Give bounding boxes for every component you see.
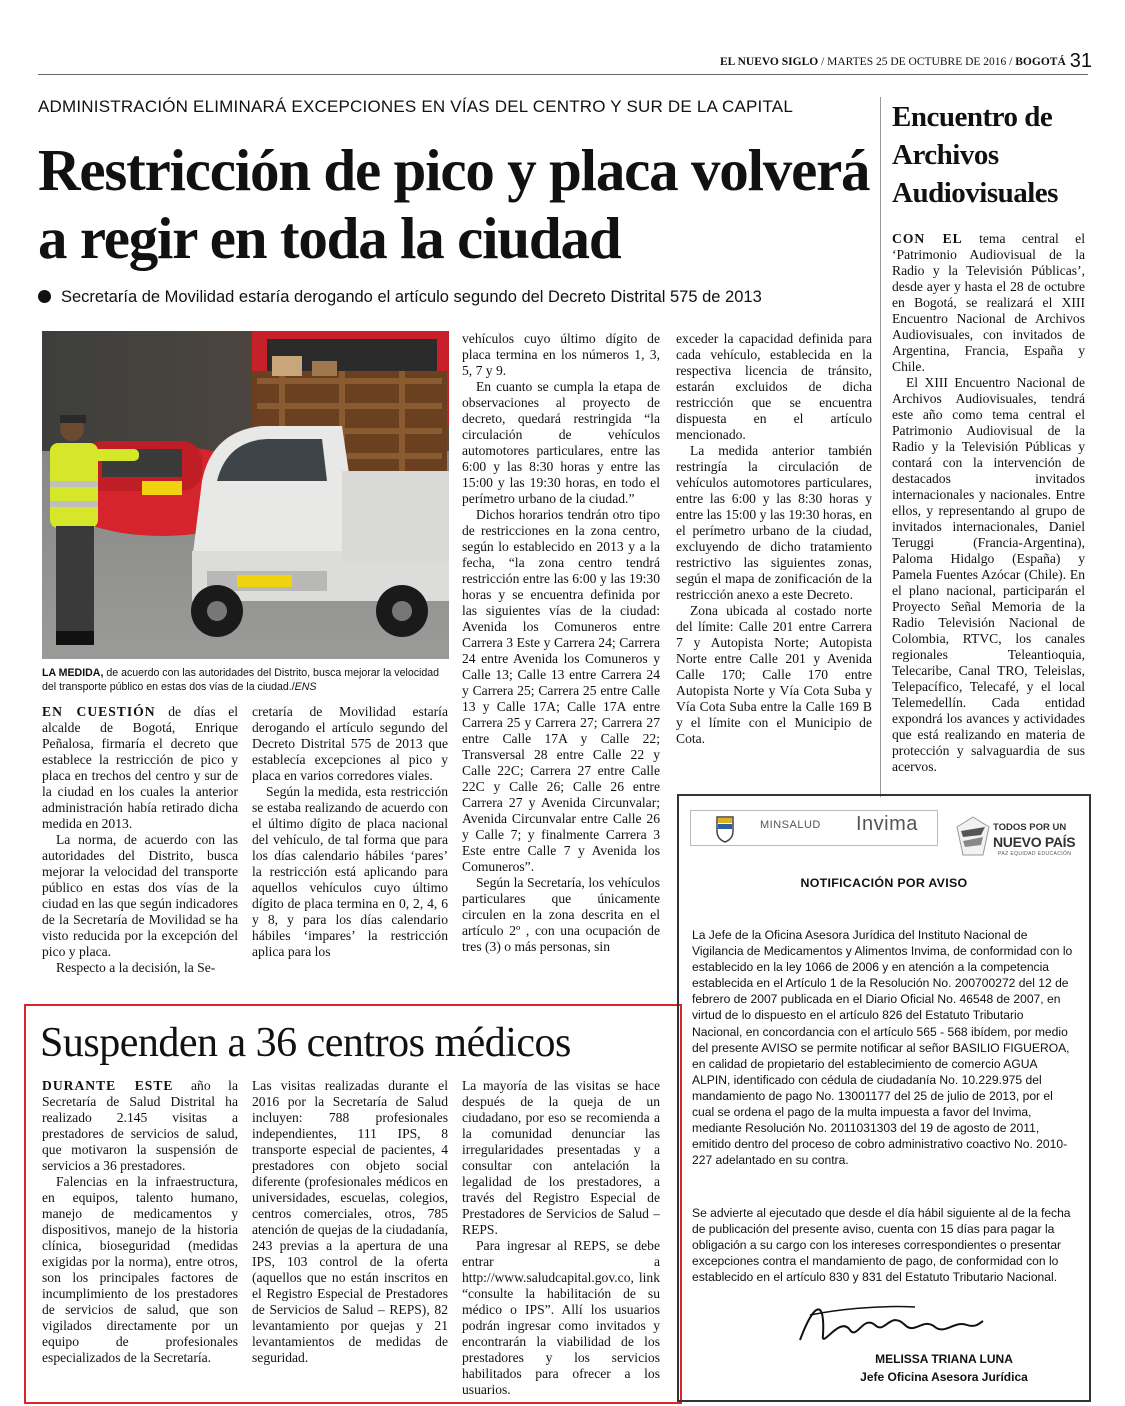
- ad-paragraph-1: La Jefe de la Oficina Asesora Jurídica del Instituto Nacional de Vigilancia de Medicamentos y Alimentos Invima, de conformidad con lo establecido en la ley 1066 de 2006 y en atención a la competencia establecida en el Artículo 1 de la Resolución No. 200700272 del 12 de febrero de 2007 publicada en el Diario Oficial No. 46548 de 2007, en virtud de lo dispuesto en el artículo 826 del Estatuto Tributario Nacional, en concordancia con el artículo 565 - 568 ibídem, por medio del presente AVISO se permite notificar al señor BASILIO FIGUEROA, en calidad de propietario del establecimiento de comercio AGUA ALPIN, identificado con cédula de ciudadanía No. 10.229.975 del mandamiento de pago No. 13001177 del 25 de julio de 2013, por el cual se ordena el pago de la multa impuesta a favor del Invima, mediante Resolución No. 2011031303 del 19 de agosto de 2011, emitido dentro del proceso de cobro administrativo coactivo No. 2010-227 adelantado en su contra.: [692, 928, 1073, 1168]
- paragraph-text: de días el alcalde de Bogotá, Enrique Peñalosa, firmaría el decreto que establece la restricción de pico y placa en trechos del centro y sur de la ciudad en los cuales la anterior administración había retirado dicha medida en 2013.: [42, 704, 238, 831]
- paragraph: Zona ubicada al costado norte del límite: Calle 201 entre Carrera 7 y Autopista Norte; Autopista Norte entre Calle 201 y Avenida Calle 170; Calle 170 entre Autopista Norte y Vía Cota Suba y Vía Cota Suba entre la Calle 169 B y el límite con el Municipio de Cota.: [676, 603, 872, 746]
- caption-lead: LA MEDIDA,: [42, 667, 104, 679]
- nuevo-pais-tagline: TODOS POR UN: [993, 822, 1067, 833]
- colombia-shield-icon: [705, 811, 745, 845]
- lead-in: DURANTE ESTE: [42, 1078, 174, 1093]
- paragraph: Para ingresar al REPS, se debe entrar a http://www.saludcapital.gov.co, link “consulte la habilitación de su médico o IPS”. Allí los usuarios podrán ingresar como invitados y encontrarán la viabilidad de los prestadores y los servicios habilitados para ofrecer a los usuarios.: [462, 1238, 660, 1396]
- signature-icon: [795, 1295, 985, 1355]
- photo-caption: [42, 666, 449, 694]
- sidebar-divider: [880, 97, 881, 797]
- story-column-4: [676, 331, 872, 781]
- story-kicker: ADMINISTRACIÓN ELIMINARÁ EXCEPCIONES EN VÍAS DEL CENTRO Y SUR DE LA CAPITAL: [38, 97, 793, 116]
- invima-logo-text: Invima: [856, 813, 918, 835]
- signer-name: MELISSA TRIANA LUNA: [875, 1352, 1013, 1366]
- paragraph-text: tema central el ‘Patrimonio Audiovisual de la Radio y la Televisión Públicas’, desde ayer y hasta el 28 de octubre en Bogotá, se realizará el XIII Encuentro Nacional de Archivos Audiovisuales, con invitados de Argentina, Francia, España y Chile.: [892, 231, 1085, 374]
- ad-title: NOTIFICACIÓN POR AVISO: [800, 876, 968, 890]
- story2-column-3: [462, 1078, 660, 1396]
- paragraph: Respecto a la decisión, la Se-: [56, 960, 216, 975]
- sidebar-body: [892, 231, 1085, 803]
- story-headline: Restricción de pico y placa volverá a regir en toda la ciudad: [38, 137, 870, 271]
- paragraph: vehículos cuyo último dígito de placa termina en los números 1, 3, 5, 7 y 9.: [462, 331, 660, 378]
- issue-date: / MARTES 25 DE OCTUBRE DE 2016 /: [818, 56, 1016, 68]
- paragraph: cretaría de Movilidad estaría derogando el artículo segundo del Decreto Distrital 575 de 2013 que establecía excepciones al pico y placa en varios corredores viales.: [252, 704, 448, 783]
- caption-credit: ENS: [294, 681, 317, 693]
- story-column-2: [252, 704, 448, 994]
- paragraph: La norma, de acuerdo con las autoridades del Distrito, busca mejorar la velocidad del transporte público en estas dos vías de la ciudad en las que según indicadores de la Secretaría de Movilidad se ha visto reducida por la excepción del pico y placa.: [42, 832, 238, 959]
- ad-paragraph-2: Se advierte al ejecutado que desde el día hábil siguiente al de la fecha de publicación del presente aviso, cuenta con 15 días para pagar la obligación a su cargo con los intereses correspondientes o presentar excepciones contra el mandamiento de pago, de conformidad con lo establecido en el artículo 830 y 831 del Estatuto Tributario Nacional.: [692, 1206, 1071, 1285]
- section-name: BOGOTÁ: [1015, 56, 1066, 68]
- paragraph: En cuanto se cumpla la etapa de observaciones al proyecto de decreto, quedará restringida “la circulación de vehículos automotores particulares, entre las 6:00 y las 8:30 horas y entre las 15:00 y las 19:30 horas, en todo el perímetro urbano de la ciudad.”: [462, 379, 660, 506]
- traffic-photo-illustration: [42, 331, 449, 659]
- story2-column-2: [252, 1078, 448, 1396]
- nuevo-pais-motto: PAZ EQUIDAD EDUCACIÓN: [998, 851, 1072, 857]
- lead-in: EN CUESTIÓN: [42, 704, 156, 719]
- header-rule: [38, 74, 1088, 75]
- paragraph: Dichos horarios tendrán otro tipo de restricciones en la zona centro, según lo establecido en 2013 y a la fecha, “la zona centro tendrá restricción entre las 6:00 y las 19:30 horas y se encuentra definida por las siguientes vías de la ciudad: Avenida los Comuneros entre Carrera 3 Este y Carrera 24; Carrera 24 entre Avenida los Comuneros y Calle 13; Calle 13 entre Carrera 24 y Carrera 25; Carrera 25 entre Calle 13 y Calle 17A; Calle 17A entre Carrera 25 y Carrera 27; Carrera 27 entre Calle 17A y Calle 22; Transversal 28 entre Calle 22 y Calle 22C; Carrera 27 entre Calle 22C y Calle 26; Calle 26 entre Carrera 27 y Avenida Circunvalar; Avenida Circunvalar entre Calle 26 y Calle 7; y finalmente Carrera 3 Este entre Calle 7 y Avenida los Comuneros”.: [462, 507, 660, 874]
- story-column-3: [462, 331, 660, 994]
- story2-headline: Suspenden a 36 centros médicos: [40, 1020, 571, 1066]
- nuevo-pais-logo-icon: [955, 815, 991, 859]
- paragraph: El XIII Encuentro Nacional de Archivos Audiovisuales, tendrá este año como tema central el Patrimonio Audiovisual de la Radio y la Televisión Públicas y contará con la intervención de destacados invitados internacionales y nacionales. Entre ellos, y representando al grupo de invitados internacionales, Daniel Teruggi (Francia-Argentina), Paloma Hidalgo (España) y Pamela Fuentes Azócar (Chile). En el plano nacional, participarán el Proyecto Señal Memoria de la Radio Televisión Nacional de Colombia, RTVC, los canales regionales Teleantioquia, Telecaribe, Canal TRO, Teleislas, Telepacífico, Telecafé, y el local Telemedellín. Cada entidad expondrá los avances y actividades que está realizando en materia de protección y salvaguardia de sus acervos.: [892, 375, 1085, 774]
- paragraph: [42, 704, 238, 832]
- signer-role: Jefe Oficina Asesora Jurídica: [860, 1370, 1028, 1384]
- story2-column-1: [42, 1078, 238, 1396]
- paragraph: La medida anterior también restringía la circulación de vehículos automotores particulares, entre las 6:00 y las 8:30 horas y entre las 15:00 y las 19:30 horas, en el perímetro urbano de la ciudad, excluyendo de dicho tratamiento restrictivo las siguientes zonas, según el mapa de zonificación de la restricción anexo a este Decreto.: [676, 443, 872, 602]
- caption-text: de acuerdo con las autoridades del Distrito, busca mejorar la velocidad del transporte público en estas dos vías de la ciudad./: [42, 667, 440, 693]
- paragraph: exceder la capacidad definida para cada vehículo, establecida en la respectiva licencia de tránsito, estarán excluidos de dicha restricción que se encuentra dispuesta en el artículo mencionado.: [676, 331, 872, 442]
- subhead-text: Secretaría de Movilidad estaría derogando el artículo segundo del Decreto Distrital 575 de 2013: [61, 288, 762, 306]
- paragraph: [42, 1078, 238, 1174]
- story-column-1: [42, 704, 238, 994]
- paragraph: La mayoría de las visitas se hace después de la queja de un ciudadano, por eso se recomienda a la comunidad denunciar las irregularidades presentadas y a consultar con antelación la legalidad de los prestadores, a través del Registro Especial de Prestadores de Servicios de Salud – REPS.: [462, 1078, 660, 1237]
- page-number: 31: [1069, 50, 1092, 72]
- paragraph: Según la medida, esta restricción se estaba realizando de acuerdo con el último dígito de placa nacional del vehículo, de tal forma que para los días calendario hábiles ‘pares’ la restricción está aplicando para aquellos vehículos cuyo último dígito de placa termina en 0, 2, 4, 6 y 8, y para los días calendario hábiles ‘impares’ la restricción aplica para los: [252, 784, 448, 959]
- sidebar-title: Encuentro de Archivos Audiovisuales: [892, 101, 1058, 209]
- nuevo-pais-title: NUEVO PAÍS: [993, 834, 1076, 850]
- paragraph: Según la Secretaría, los vehículos particulares que únicamente circulen en la zona descrita en el artículo 2º , con una ocupación de tres (3) o más personas, sin: [462, 875, 660, 954]
- paragraph-text: año la Secretaría de Salud Distrital ha realizado 2.145 visitas a prestadores de servicios de salud, que motivaron la suspensión de servicios a 36 prestadores.: [42, 1078, 238, 1173]
- minsalud-logo-text: MINSALUD: [760, 819, 821, 831]
- lead-in: CON EL: [892, 231, 963, 246]
- bullet-icon: [38, 290, 51, 303]
- newspaper-name: EL NUEVO SIGLO: [720, 56, 819, 68]
- story-subhead: [38, 288, 878, 307]
- paragraph: Falencias en la infraestructura, en equipos, talento humano, manejo de medicamentos y dispositivos, manejo de la historia clínica, bioseguridad (medidas exigidas por la norma), entre otros, son los principales factores de incumplimiento de los prestadores de servicios de salud, que son vigilados directamente por un equipo de profesionales especializados de la Secretaría.: [42, 1174, 238, 1365]
- page-header: [720, 50, 1090, 72]
- paragraph: Las visitas realizadas durante el 2016 por la Secretaría de Salud incluyen: 788 profesionales independientes, 111 IPS, 8 transporte especial de pacientes, 4 prestadores con objeto social diferente (profesionales médicos en universidades, escuelas, colegios, centros comerciales, otros, 785 atención de quejas de la ciudadanía, 243 previas a la apertura de una IPS, 103 control de la oferta (aquellos que no están inscritos en el Registro Especial de Prestadores de Servicios de Salud – REPS), 82 levantamiento por quejas y 21 levantamientos de medidas de seguridad.: [252, 1078, 448, 1365]
- paragraph: [892, 231, 1085, 375]
- story-photo: [42, 331, 449, 659]
